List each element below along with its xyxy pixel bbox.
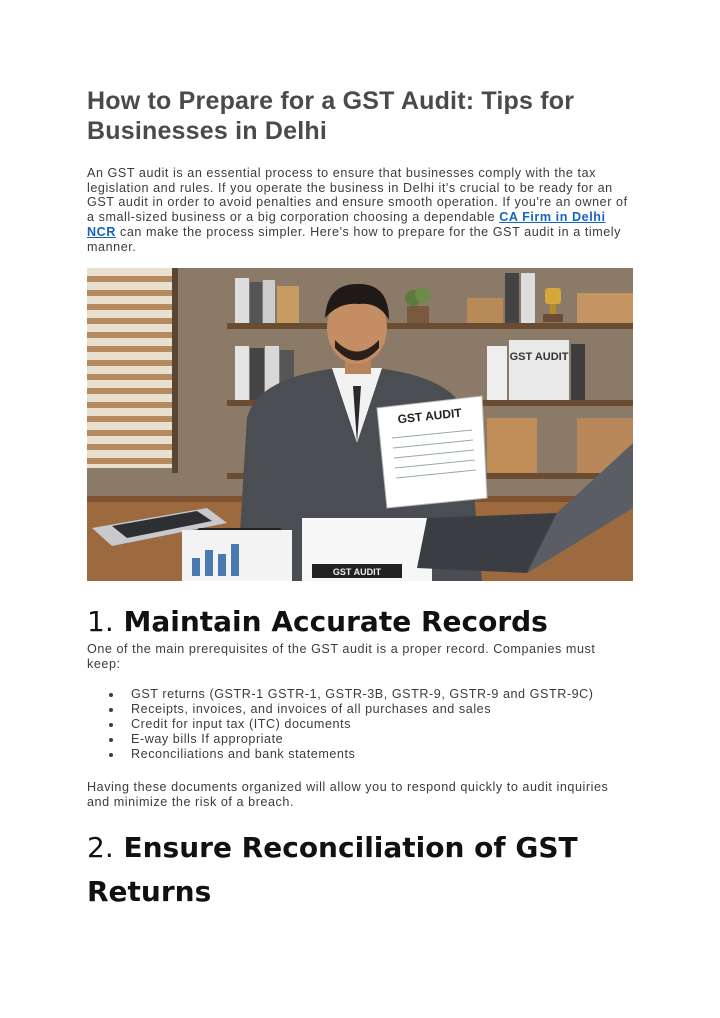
section2-title: Ensure Reconciliation of GST Returns <box>87 831 578 908</box>
ca-firm-link[interactable]: CA Firm in Delhi NCR <box>87 210 606 239</box>
intro-paragraph <box>87 166 633 254</box>
window-blinds <box>87 268 178 473</box>
paper-label: GST AUDIT <box>396 405 463 427</box>
hero-image <box>87 268 633 581</box>
intro-text-end: can make the process simpler. Here's how to prepare for the GST audit in a timely manner. <box>87 224 621 254</box>
intro-text-start: An GST audit is an essential process to ensure that businesses comply with the tax legislation and rules. If you operate the business in Delhi it's crucial to be ready for an GST audit in order to avoid penalties and ensure smooth operation. If you're an owner of a small-sized business or a big corporation choosing a dependable <box>87 166 628 225</box>
desk-doc-label: GST AUDIT <box>332 567 382 577</box>
binder-label: GST AUDIT <box>509 351 569 363</box>
section1-heading <box>87 600 633 644</box>
section1-conclusion: Having these documents organized will allow you to respond quickly to audit inquiries and minimize the risk of a breach. <box>87 780 609 809</box>
section1-number: 1. <box>87 605 114 638</box>
section1-text: One of the main prerequisites of the GST audit is a proper record. Companies must keep: <box>87 642 596 671</box>
section1-title: Maintain Accurate Records <box>123 605 548 638</box>
photo-accountant-reviewing-gst-audit <box>87 268 633 581</box>
list-item: Receipts, invoices, and invoices of all purchases and sales <box>87 702 633 717</box>
section2-number: 2. <box>87 831 114 864</box>
list-item: E-way bills If appropriate <box>87 732 633 747</box>
audit-document <box>377 396 487 508</box>
list-item: GST returns (GSTR-1 GSTR-1, GSTR-3B, GSTR-9, GSTR-9 and GSTR-9C) <box>87 687 633 702</box>
list-item: Credit for input tax (ITC) documents <box>87 717 633 732</box>
section2-heading <box>87 826 633 914</box>
list-item: Reconciliations and bank statements <box>87 747 633 762</box>
records-list <box>87 687 633 762</box>
article-title: How to Prepare for a GST Audit: Tips for Businesses in Delhi <box>87 87 575 145</box>
